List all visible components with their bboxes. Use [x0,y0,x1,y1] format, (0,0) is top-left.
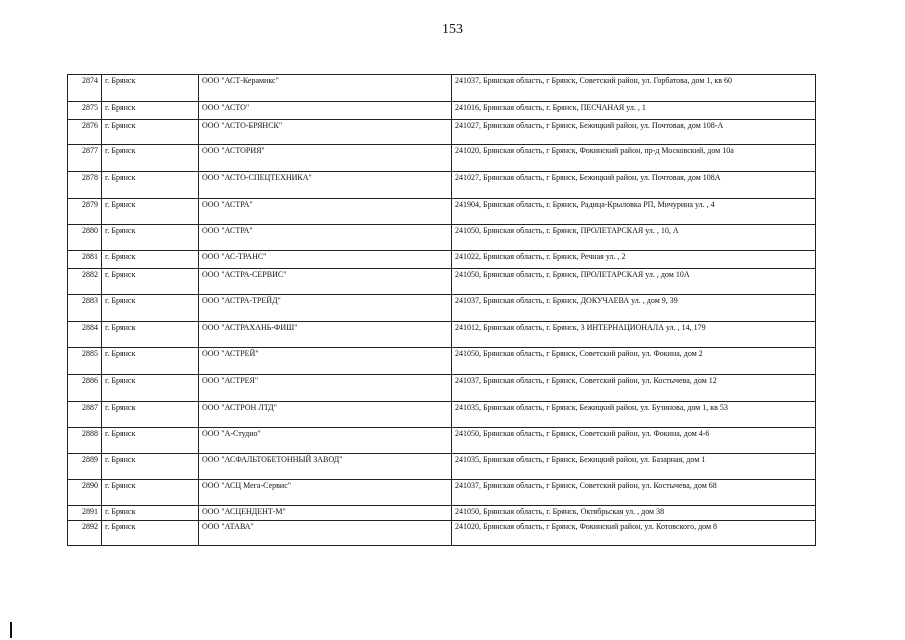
row-city: г. Брянск [102,428,199,454]
row-organization: ООО "АСТО-БРЯНСК" [199,120,452,145]
row-address: 241020, Брянская область, г Брянск, Фокинский район, пр-д Московский, дом 10а [452,145,816,172]
table-row [68,375,816,402]
row-address: 241050, Брянская область, г. Брянск, ПРОЛЕТАРСКАЯ ул. , дом 10А [452,269,816,295]
row-city: г. Брянск [102,295,199,322]
registry-table [67,74,816,546]
table-row [68,322,816,348]
row-organization: ООО "АСТО" [199,102,452,120]
row-organization: ООО "АСТРОН ЛТД" [199,402,452,428]
table-row [68,269,816,295]
row-number: 2879 [68,199,102,225]
table-row [68,295,816,322]
table-row [68,506,816,521]
row-number: 2890 [68,480,102,506]
row-organization: ООО "АСТ-Керамикс" [199,75,452,102]
row-organization: ООО "АСТРА" [199,225,452,251]
row-address: 241037, Брянская область, г Брянск, Советский район, ул. Горбатова, дом 1, кв 60 [452,75,816,102]
row-number: 2888 [68,428,102,454]
row-city: г. Брянск [102,145,199,172]
row-city: г. Брянск [102,120,199,145]
table-row [68,225,816,251]
row-organization: ООО "АСТРАХАНЬ-ФИШ" [199,322,452,348]
row-organization: ООО "АТАВА" [199,521,452,546]
table-row [68,120,816,145]
row-number: 2884 [68,322,102,348]
row-address: 241050, Брянская область, г. Брянск, ПРОЛЕТАРСКАЯ ул. , 10, А [452,225,816,251]
row-organization: ООО "АСТО-СПЕЦТЕХНИКА" [199,172,452,199]
row-address: 241037, Брянская область, г Брянск, Советский район, ул. Костычева, дом 12 [452,375,816,402]
margin-mark [10,622,12,638]
row-organization: ООО "А-Студио" [199,428,452,454]
row-number: 2880 [68,225,102,251]
row-number: 2881 [68,251,102,269]
row-address: 241035, Брянская область, г Брянск, Бежицкий район, ул. Бузинова, дом 1, кв 53 [452,402,816,428]
table-row [68,199,816,225]
row-city: г. Брянск [102,480,199,506]
row-number: 2885 [68,348,102,375]
row-city: г. Брянск [102,506,199,521]
row-city: г. Брянск [102,402,199,428]
row-address: 241027, Брянская область, г Брянск, Бежицкий район, ул. Почтовая, дом 108-А [452,120,816,145]
registry-table-body [68,75,816,546]
row-number: 2878 [68,172,102,199]
row-number: 2886 [68,375,102,402]
row-city: г. Брянск [102,269,199,295]
row-address: 241050, Брянская область, г. Брянск, Октябрьская ул. , дом 38 [452,506,816,521]
row-number: 2877 [68,145,102,172]
row-organization: ООО "АС-ТРАНС" [199,251,452,269]
row-address: 241035, Брянская область, г Брянск, Бежицкий район, ул. Базарная, дом 1 [452,454,816,480]
row-organization: ООО "АСТРЕЙ" [199,348,452,375]
row-city: г. Брянск [102,375,199,402]
row-organization: ООО "АСТРЕЯ" [199,375,452,402]
row-number: 2887 [68,402,102,428]
row-organization: ООО "АСТРА-ТРЕЙД" [199,295,452,322]
row-city: г. Брянск [102,225,199,251]
row-number: 2889 [68,454,102,480]
row-organization: ООО "АСТРА" [199,199,452,225]
row-address: 241012, Брянская область, г. Брянск, 3 ИНТЕРНАЦИОНАЛА ул. , 14, 179 [452,322,816,348]
row-city: г. Брянск [102,102,199,120]
row-number: 2892 [68,521,102,546]
row-number: 2874 [68,75,102,102]
row-city: г. Брянск [102,251,199,269]
table-row [68,348,816,375]
row-city: г. Брянск [102,454,199,480]
row-number: 2875 [68,102,102,120]
table-row [68,428,816,454]
table-row [68,145,816,172]
row-organization: ООО "АСТРА-СЕРВИС" [199,269,452,295]
row-address: 241904, Брянская область, г. Брянск, Радица-Крыловка РП, Мичурина ул. , 4 [452,199,816,225]
row-address: 241016, Брянская область, г. Брянск, ПЕСЧАНАЯ ул. , 1 [452,102,816,120]
row-number: 2882 [68,269,102,295]
table-row [68,172,816,199]
table-row [68,521,816,546]
row-address: 241027, Брянская область, г Брянск, Бежицкий район, ул. Почтовая, дом 108А [452,172,816,199]
row-city: г. Брянск [102,199,199,225]
row-address: 241050, Брянская область, г Брянск, Советский район, ул. Фокина, дом 4-6 [452,428,816,454]
row-organization: ООО "АСЦ Мега-Сервис" [199,480,452,506]
row-city: г. Брянск [102,521,199,546]
table-row [68,402,816,428]
row-address: 241020, Брянская область, г Брянск, Фокинский район, ул. Котовского, дом 8 [452,521,816,546]
row-address: 241037, Брянская область, г Брянск, Советский район, ул. Костычева, дом 68 [452,480,816,506]
table-row [68,75,816,102]
page-number: 153 [442,22,463,37]
row-number: 2883 [68,295,102,322]
row-city: г. Брянск [102,348,199,375]
row-number: 2876 [68,120,102,145]
row-organization: ООО "АСТОРИЯ" [199,145,452,172]
row-organization: ООО "АСФАЛЬТОБЕТОННЫЙ ЗАВОД" [199,454,452,480]
row-organization: ООО "АСЦЕНДЕНТ-М" [199,506,452,521]
row-city: г. Брянск [102,322,199,348]
table-row [68,480,816,506]
row-city: г. Брянск [102,75,199,102]
table-row [68,251,816,269]
row-address: 241022, Брянская область, г. Брянск, Речная ул. , 2 [452,251,816,269]
row-number: 2891 [68,506,102,521]
table-row [68,454,816,480]
row-address: 241050, Брянская область, г Брянск, Советский район, ул. Фокина, дом 2 [452,348,816,375]
table-row [68,102,816,120]
row-city: г. Брянск [102,172,199,199]
row-address: 241037, Брянская область, г. Брянск, ДОКУЧАЕВА ул. , дом 9, 39 [452,295,816,322]
